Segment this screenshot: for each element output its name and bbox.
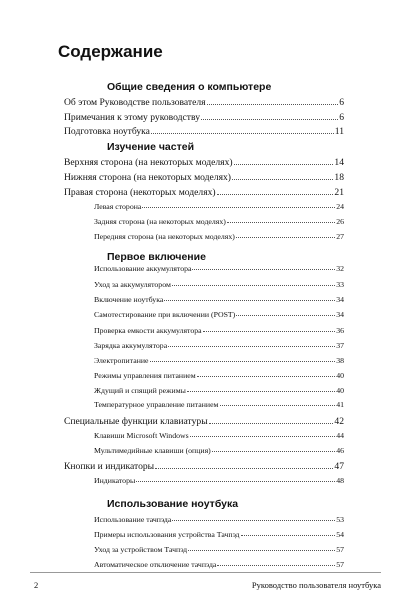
toc-dot-leader bbox=[142, 207, 335, 208]
toc-entry-page: 36 bbox=[336, 326, 344, 335]
toc-dot-leader bbox=[197, 376, 336, 377]
section-heading: Общие сведения о компьютере bbox=[107, 81, 272, 93]
toc-dot-leader bbox=[241, 535, 336, 536]
toc-entry[interactable] bbox=[94, 356, 344, 365]
toc-entry-title: Об этом Руководстве пользователя bbox=[64, 97, 206, 108]
section-heading: Изучение частей bbox=[107, 141, 195, 153]
toc-dot-leader bbox=[234, 164, 334, 165]
toc-entry-page: 42 bbox=[334, 416, 344, 427]
toc-entry-page: 57 bbox=[336, 560, 344, 569]
toc-entry-page: 26 bbox=[336, 217, 344, 226]
toc-entry[interactable] bbox=[94, 515, 344, 524]
toc-dot-leader bbox=[164, 300, 335, 301]
toc-entry-page: 14 bbox=[334, 157, 344, 168]
toc-entry-page: 21 bbox=[334, 187, 344, 198]
toc-entry-page: 37 bbox=[336, 341, 344, 350]
toc-entry-title: Кнопки и индикаторы bbox=[64, 461, 155, 472]
toc-dot-leader bbox=[236, 315, 335, 316]
toc-entry[interactable] bbox=[94, 400, 344, 409]
toc-entry-title: Правая сторона (некоторых моделях) bbox=[64, 187, 216, 198]
toc-entry[interactable] bbox=[64, 416, 344, 427]
toc-entry[interactable] bbox=[94, 446, 344, 455]
toc-entry[interactable] bbox=[94, 560, 344, 569]
toc-dot-leader bbox=[232, 179, 333, 180]
page-title: Содержание bbox=[58, 42, 163, 61]
toc-entry-title: Температурное управление питанием bbox=[94, 400, 219, 409]
toc-dot-leader bbox=[187, 391, 335, 392]
toc-entry-page: 40 bbox=[336, 371, 344, 380]
footer-page-number: 2 bbox=[34, 580, 39, 590]
toc-entry-title: Проверка емкости аккумулятора bbox=[94, 326, 202, 335]
toc-dot-leader bbox=[150, 361, 336, 362]
toc-entry[interactable] bbox=[64, 126, 344, 137]
toc-entry-title: Включение ноутбука bbox=[94, 295, 164, 304]
toc-dot-leader bbox=[236, 237, 335, 238]
toc-dot-leader bbox=[212, 451, 335, 452]
toc-entry-page: 47 bbox=[334, 461, 344, 472]
footer-rule bbox=[30, 572, 381, 573]
toc-entry[interactable] bbox=[94, 326, 344, 335]
toc-entry-title: Левая сторона bbox=[94, 202, 142, 211]
toc-entry[interactable] bbox=[64, 112, 344, 123]
toc-entry-page: 40 bbox=[336, 386, 344, 395]
toc-entry[interactable] bbox=[64, 97, 344, 108]
toc-dot-leader bbox=[136, 481, 335, 482]
toc-dot-leader bbox=[172, 285, 335, 286]
toc-entry-page: 33 bbox=[336, 280, 344, 289]
toc-entry-title: Уход за аккумулятором bbox=[94, 280, 171, 289]
toc-entry-title: Индикаторы bbox=[94, 476, 136, 485]
toc-dot-leader bbox=[209, 423, 334, 424]
toc-entry-title: Верхняя сторона (на некоторых моделях) bbox=[64, 157, 233, 168]
toc-entry-title: Примеры использования устройства Тачпэд bbox=[94, 530, 240, 539]
toc-entry-page: 6 bbox=[339, 97, 344, 108]
toc-dot-leader bbox=[192, 269, 335, 270]
toc-entry-title: Самотестирование при включении (POST) bbox=[94, 310, 236, 319]
toc-entry[interactable] bbox=[94, 295, 344, 304]
toc-entry-page: 32 bbox=[336, 264, 344, 273]
toc-dot-leader bbox=[188, 550, 335, 551]
toc-entry[interactable] bbox=[94, 310, 344, 319]
section-heading: Использование ноутбука bbox=[107, 498, 239, 510]
toc-entry-page: 48 bbox=[336, 476, 344, 485]
toc-entry-title: Нижняя сторона (на некоторых моделях) bbox=[64, 172, 231, 183]
toc-entry-title: Мультимедийные клавиши (опция) bbox=[94, 446, 211, 455]
toc-entry-page: 44 bbox=[336, 431, 344, 440]
toc-dot-leader bbox=[207, 104, 339, 105]
toc-entry-title: Примечания к этому руководству bbox=[64, 112, 200, 123]
toc-entry-title: Передняя сторона (на некоторых моделях) bbox=[94, 232, 235, 241]
toc-entry[interactable] bbox=[64, 187, 344, 198]
toc-entry[interactable] bbox=[94, 371, 344, 380]
toc-entry-page: 46 bbox=[336, 446, 344, 455]
toc-dot-leader bbox=[203, 331, 336, 332]
toc-entry-page: 38 bbox=[336, 356, 344, 365]
toc-dot-leader bbox=[172, 520, 335, 521]
section-heading: Первое включение bbox=[107, 251, 206, 263]
toc-entry[interactable] bbox=[94, 232, 344, 241]
toc-entry[interactable] bbox=[94, 386, 344, 395]
toc-entry[interactable] bbox=[94, 530, 344, 539]
toc-entry-title: Использование тачпэда bbox=[94, 515, 172, 524]
toc-entry-title: Зарядка аккумулятора bbox=[94, 341, 168, 350]
toc-dot-leader bbox=[190, 436, 336, 437]
toc-entry[interactable] bbox=[94, 264, 344, 273]
toc-entry[interactable] bbox=[94, 280, 344, 289]
toc-entry-page: 11 bbox=[334, 126, 344, 137]
toc-entry[interactable] bbox=[94, 476, 344, 485]
toc-entry-title: Использование аккумулятора bbox=[94, 264, 192, 273]
toc-entry-title: Электропитание bbox=[94, 356, 149, 365]
toc-entry-page: 34 bbox=[336, 310, 344, 319]
toc-dot-leader bbox=[155, 468, 333, 469]
toc-entry-page: 18 bbox=[334, 172, 344, 183]
toc-entry-title: Ждущий и спящий режимы bbox=[94, 386, 186, 395]
toc-entry-page: 54 bbox=[336, 530, 344, 539]
toc-entry-title: Подготовка ноутбука bbox=[64, 126, 150, 137]
toc-entry[interactable] bbox=[94, 202, 344, 211]
toc-entry[interactable] bbox=[64, 172, 344, 183]
toc-entry-title: Специальные функции клавиатуры bbox=[64, 416, 208, 427]
footer-document-title: Руководство пользователя ноутбука bbox=[251, 580, 381, 590]
toc-entry-page: 53 bbox=[336, 515, 344, 524]
toc-entry-page: 27 bbox=[336, 232, 344, 241]
toc-entry[interactable] bbox=[94, 341, 344, 350]
toc-entry-page: 41 bbox=[336, 400, 344, 409]
toc-entry-title: Уход за устройством Тачпэд bbox=[94, 545, 188, 554]
toc-entry-title: Задняя сторона (на некоторых моделях) bbox=[94, 217, 226, 226]
toc-dot-leader bbox=[227, 222, 335, 223]
toc-entry[interactable] bbox=[94, 545, 344, 554]
toc-entry[interactable] bbox=[94, 217, 344, 226]
toc-entry-page: 34 bbox=[336, 295, 344, 304]
toc-entry[interactable] bbox=[64, 461, 344, 472]
toc-entry-page: 57 bbox=[336, 545, 344, 554]
toc-entry-title: Режимы управления питанием bbox=[94, 371, 196, 380]
toc-dot-leader bbox=[168, 346, 335, 347]
toc-entry-title: Автоматическое отключение тачпэда bbox=[94, 560, 217, 569]
toc-dot-leader bbox=[151, 133, 334, 134]
toc-dot-leader bbox=[220, 405, 336, 406]
toc-entry[interactable] bbox=[64, 157, 344, 168]
toc-dot-leader bbox=[201, 119, 338, 120]
toc-entry-page: 24 bbox=[336, 202, 344, 211]
toc-dot-leader bbox=[217, 194, 334, 195]
toc-dot-leader bbox=[217, 565, 335, 566]
toc-entry[interactable] bbox=[94, 431, 344, 440]
toc-entry-page: 6 bbox=[339, 112, 344, 123]
toc-entry-title: Клавиши Microsoft Windows bbox=[94, 431, 189, 440]
